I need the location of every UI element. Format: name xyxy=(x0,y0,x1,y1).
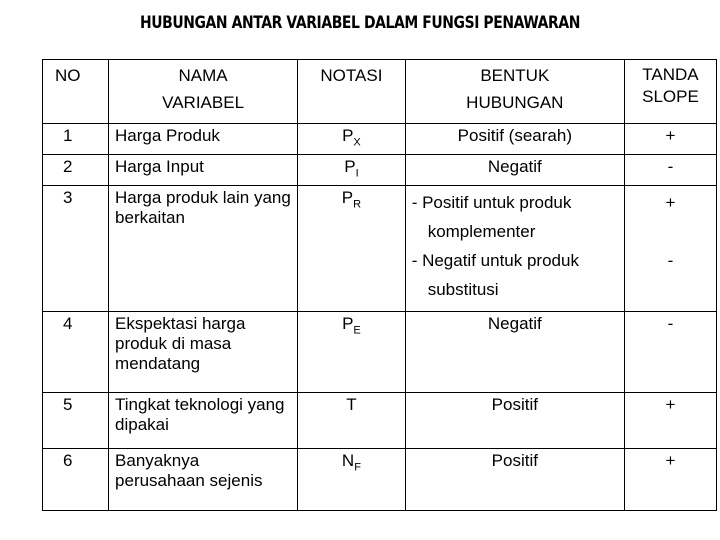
table-row xyxy=(43,448,717,510)
bentuk-line: komplementer xyxy=(427,222,536,242)
row-no: 6 xyxy=(43,448,109,510)
row-notasi xyxy=(298,186,406,311)
notasi-subscript: R xyxy=(353,198,362,211)
table-header-row xyxy=(43,60,717,124)
row-notasi xyxy=(298,124,406,155)
row-no: 5 xyxy=(43,392,109,448)
row-no: 2 xyxy=(43,155,109,186)
row-tanda: + xyxy=(624,448,716,510)
notasi-symbol: P xyxy=(344,157,356,177)
row-tanda: + xyxy=(624,392,716,448)
table-row xyxy=(43,124,717,155)
notasi-subscript: X xyxy=(353,136,361,149)
row-bentuk: Positif xyxy=(405,392,624,448)
header-bentuk-line-2: HUBUNGAN xyxy=(466,93,564,112)
header-nama-variabel xyxy=(109,60,298,124)
notasi-symbol: P xyxy=(341,188,354,208)
notasi-subscript: E xyxy=(353,324,361,337)
row-no: 3 xyxy=(43,186,109,311)
row-tanda: - xyxy=(624,311,716,392)
header-bentuk-line-1: BENTUK xyxy=(480,66,550,85)
header-no: NO xyxy=(43,60,109,124)
row-nama: Banyaknya perusahaan sejenis xyxy=(109,448,298,510)
row-tanda xyxy=(624,186,716,311)
header-notasi: NOTASI xyxy=(298,60,406,124)
row-notasi xyxy=(298,448,406,510)
row-nama: Harga Produk xyxy=(109,124,298,155)
header-tanda-slope xyxy=(624,60,716,124)
row-nama: Tingkat teknologi yang dipakai xyxy=(109,392,298,448)
row-notasi xyxy=(298,155,406,186)
page-title: HUBUNGAN ANTAR VARIABEL DALAM FUNGSI PENAWARAN xyxy=(139,13,581,33)
header-tanda-line-2: SLOPE xyxy=(642,87,699,106)
row-tanda: + xyxy=(624,124,716,155)
bentuk-line: - Negatif untuk produk xyxy=(411,251,579,271)
row-no: 1 xyxy=(43,124,109,155)
row-notasi xyxy=(298,392,406,448)
row-bentuk: Negatif xyxy=(405,155,624,186)
notasi-symbol: T xyxy=(346,394,357,414)
tanda-sign: + xyxy=(665,193,676,213)
table-row xyxy=(43,155,717,186)
row-nama: Ekspektasi harga produk di masa mendatang xyxy=(109,311,298,392)
notasi-subscript: I xyxy=(355,167,359,180)
header-tanda-line-1: TANDA xyxy=(642,65,699,84)
bentuk-line: - Positif untuk produk xyxy=(411,193,572,213)
row-bentuk: Negatif xyxy=(405,311,624,392)
table-row xyxy=(43,186,717,311)
notasi-symbol: N xyxy=(341,450,355,470)
row-tanda: - xyxy=(624,155,716,186)
table-row xyxy=(43,392,717,448)
header-nama-line-2: VARIABEL xyxy=(162,93,245,112)
tanda-spacer xyxy=(631,217,710,246)
tanda-sign: - xyxy=(667,251,674,271)
header-bentuk-hubungan xyxy=(405,60,624,124)
header-nama-line-1: NAMA xyxy=(178,66,228,85)
notasi-subscript: F xyxy=(354,461,361,474)
row-bentuk xyxy=(405,186,624,311)
bentuk-line: substitusi xyxy=(427,280,499,300)
supply-variable-table xyxy=(42,59,717,511)
row-bentuk: Positif (searah) xyxy=(405,124,624,155)
row-bentuk: Positif xyxy=(405,448,624,510)
row-nama: Harga Input xyxy=(109,155,298,186)
row-notasi xyxy=(298,311,406,392)
notasi-symbol: P xyxy=(342,313,354,333)
table-row xyxy=(43,311,717,392)
row-nama: Harga produk lain yang berkaitan xyxy=(109,186,298,311)
notasi-symbol: P xyxy=(342,126,354,146)
row-no: 4 xyxy=(43,311,109,392)
